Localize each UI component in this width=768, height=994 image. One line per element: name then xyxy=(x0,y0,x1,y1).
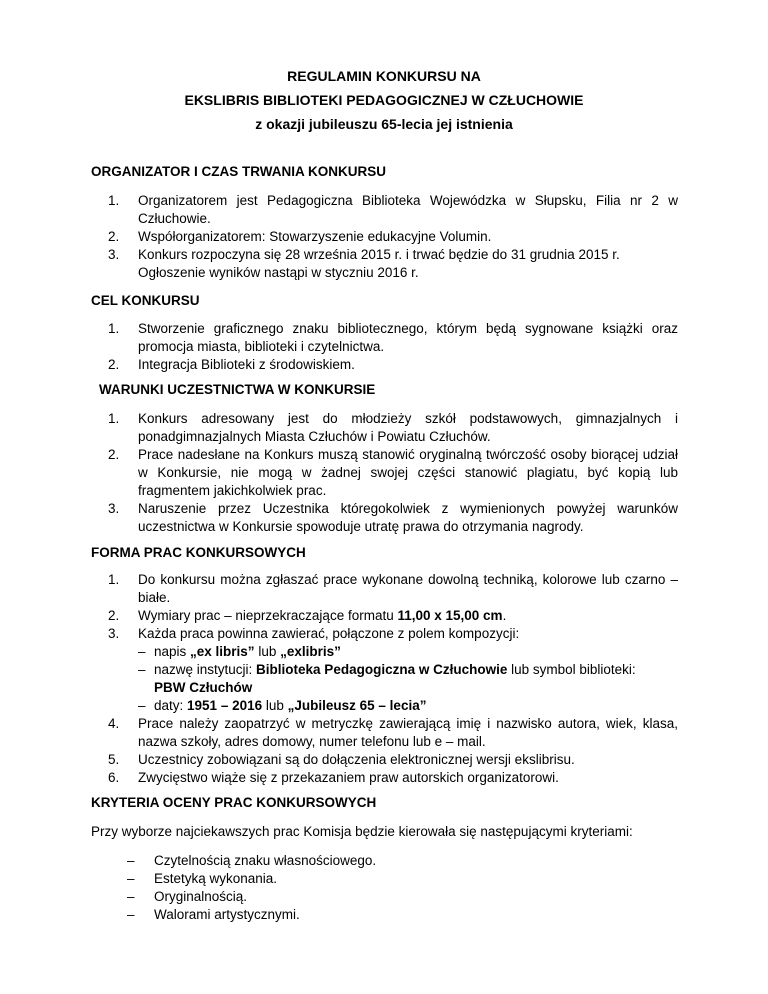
document-title: REGULAMIN KONKURSU NA xyxy=(287,68,481,84)
section-heading-conditions: WARUNKI UCZESTNICTWA W KONKURSIE xyxy=(99,382,376,397)
document-subtitle: EKSLIBRIS BIBLIOTEKI PEDAGOGICZNEJ W CZŁUCHOWIE xyxy=(184,92,584,108)
list-item: 2. Wymiary prac – nieprzekraczające formatu 11,00 x 15,00 cm. xyxy=(108,608,507,623)
section-heading-goal: CEL KONKURSU xyxy=(91,293,200,308)
list-item: 1. Do konkursu można zgłaszać prace wykonane dowolną techniką, kolorowe lub czarno – białe. xyxy=(108,572,678,605)
list-item: – Czytelnością znaku własnościowego. xyxy=(127,853,377,868)
list-item: 1. Organizatorem jest Pedagogiczna Biblioteka Wojewódzka w Słupsku, Filia nr 2 w Człuchowie. xyxy=(108,193,678,226)
sublist-item: – daty: 1951 – 2016 lub „Jubileusz 65 – lecia” xyxy=(138,698,427,713)
document-occasion: z okazji jubileuszu 65-lecia jej istnienia xyxy=(255,116,513,132)
list-item: 2. Integracja Biblioteki z środowiskiem. xyxy=(108,357,355,372)
list-item: 5. Uczestnicy zobowiązani są do dołączenia elektronicznej wersji ekslibrisu. xyxy=(108,752,575,767)
sublist-item: – nazwę instytucji: Biblioteka Pedagogiczna w Człuchowie lub symbol biblioteki: PBW Człuchów xyxy=(138,662,636,695)
criteria-intro: Przy wyborze najciekawszych prac Komisja będzie kierowała się następującymi kryteriami: xyxy=(91,824,633,839)
section-heading-criteria: KRYTERIA OCENY PRAC KONKURSOWYCH xyxy=(91,795,377,810)
list-item: 3. Konkurs rozpoczyna się 28 września 2015 r. i trwać będzie do 31 grudnia 2015 r. Ogłoszenie wyników nastąpi w styczniu 2016 r. xyxy=(108,247,620,280)
list-item: 3. Każda praca powinna zawierać, połączone z polem kompozycji: – napis „ex libris” lub „exlibris” – nazwę instytucji: Biblioteka Pedagogiczna w Człuchowie lub symbol biblioteki: PBW Człuchów – daty: 1951 – 2016 lub „Jubileusz 65 – lecia” xyxy=(108,625,678,715)
criteria-list xyxy=(127,852,647,924)
sublist-item: – napis „ex libris” lub „exlibris” xyxy=(138,644,341,659)
list-item: 2. Prace nadesłane na Konkurs muszą stanowić oryginalną twórczość osoby biorącej udział w Konkursie, nie mogą w żadnej swojej części stanowić plagiatu, być kopią lub fragmentem jakichkolwiek prac. xyxy=(108,447,678,498)
section-heading-form: FORMA PRAC KONKURSOWYCH xyxy=(91,545,306,560)
list-item: – Walorami artystycznymi. xyxy=(127,907,300,922)
list-item: 2. Współorganizatorem: Stowarzyszenie edukacyjne Volumin. xyxy=(108,229,492,244)
composition-sublist xyxy=(138,643,678,715)
goal-list xyxy=(108,320,678,374)
list-item: 3. Naruszenie przez Uczestnika któregokolwiek z wymienionych powyżej warunków uczestnictwa w Konkursie spowoduje utratę prawa do otrzymania nagrody. xyxy=(108,501,678,534)
list-item: 4. Prace należy zaopatrzyć w metryczkę zawierającą imię i nazwisko autora, wiek, klasa, nazwa szkoły, adres domowy, numer telefonu lub e – mail. xyxy=(108,716,678,749)
list-item: 1. Konkurs adresowany jest do młodzieży szkół podstawowych, gimnazjalnych i ponadgimnazjalnych Miasta Człuchów i Powiatu Człuchów. xyxy=(108,411,678,444)
conditions-list xyxy=(108,410,678,536)
form-list xyxy=(108,571,678,787)
list-item: 1. Stworzenie graficznego znaku bibliotecznego, którym będą sygnowane książki oraz promocja miasta, biblioteki i czytelnictwa. xyxy=(108,321,678,354)
list-item: 6. Zwycięstwo wiąże się z przekazaniem praw autorskich organizatorowi. xyxy=(108,770,559,785)
organizer-list xyxy=(108,192,678,282)
list-item: – Estetyką wykonania. xyxy=(127,871,278,886)
section-heading-organizer: ORGANIZATOR I CZAS TRWANIA KONKURSU xyxy=(91,164,386,179)
list-item: – Oryginalnością. xyxy=(127,889,248,904)
